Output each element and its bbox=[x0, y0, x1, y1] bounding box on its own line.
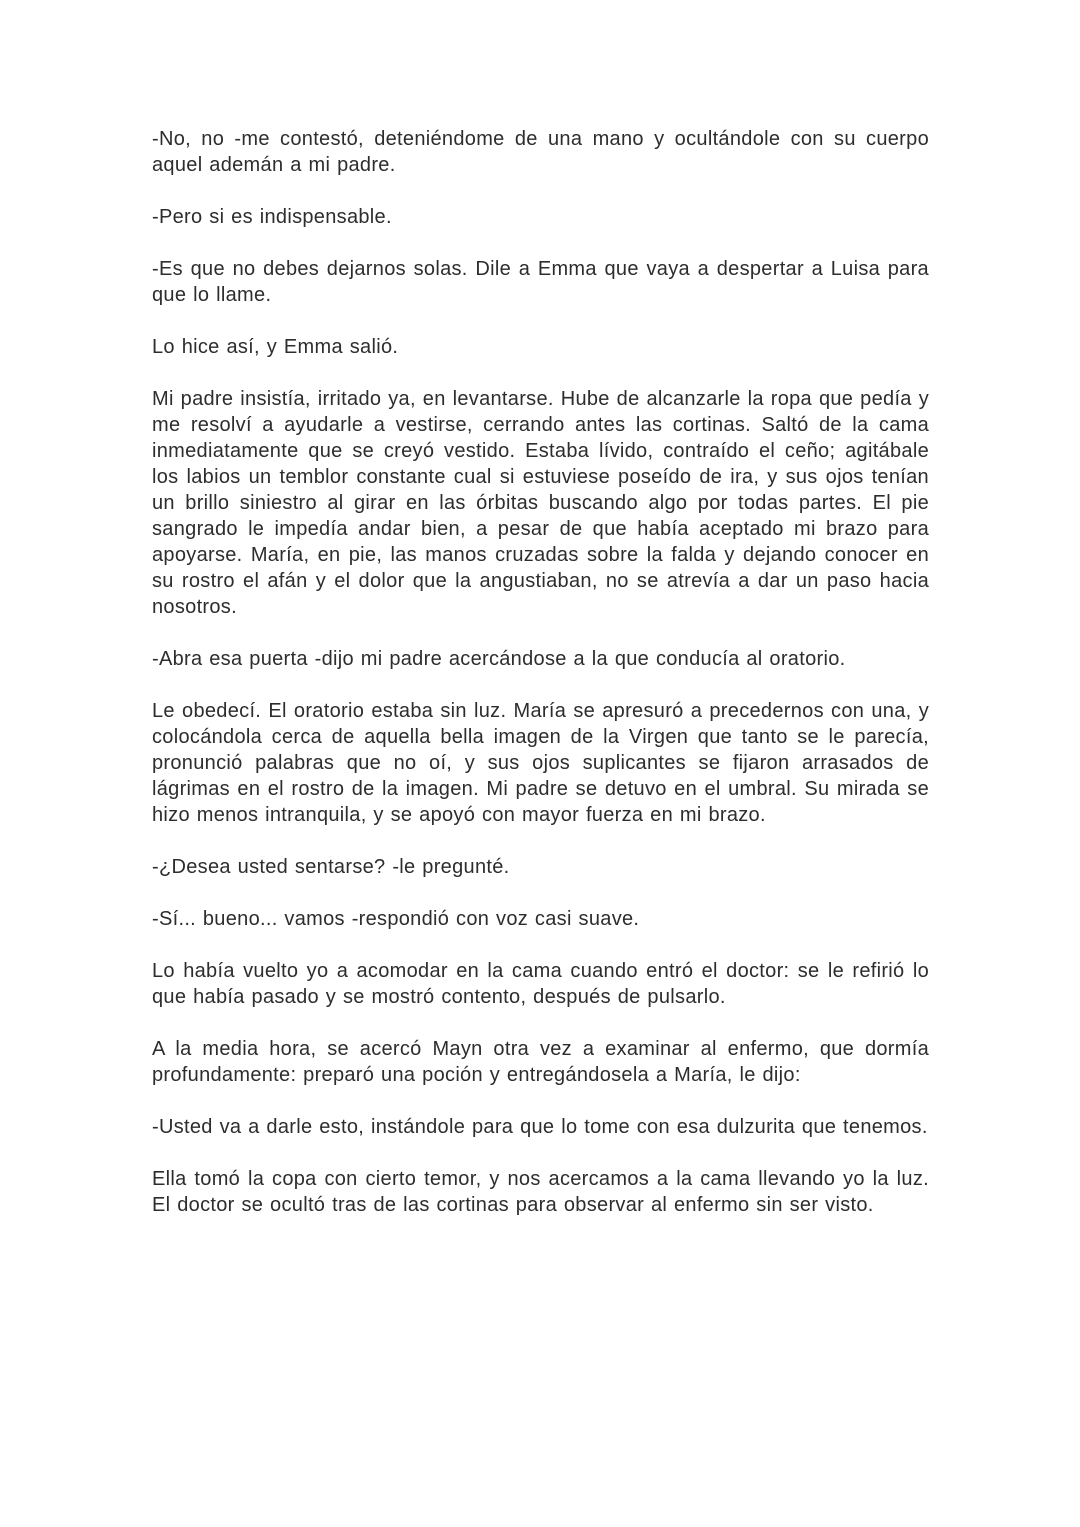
paragraph: Mi padre insistía, irritado ya, en levantarse. Hube de alcanzarle la ropa que pedía y me resolví a ayudarle a vestirse, cerrando antes las cortinas. Saltó de la cama inmediatamente que se creyó vestido. Estaba lívido, contraído el ceño; agitábale los labios un temblor constante cual si estuviese poseído de ira, y sus ojos tenían un brillo siniestro al girar en las órbitas buscando algo por todas partes. El pie sangrado le impedía andar bien, a pesar de que había aceptado mi brazo para apoyarse. María, en pie, las manos cruzadas sobre la falda y dejando conocer en su rostro el afán y el dolor que la angustiaban, no se atrevía a dar un paso hacia nosotros. bbox=[152, 388, 929, 618]
paragraph: Le obedecí. El oratorio estaba sin luz. María se apresuró a precedernos con una, y colocándola cerca de aquella bella imagen de la Virgen que tanto se le parecía, pronunció palabras que no oí, y sus ojos suplicantes se fijaron arrasados de lágrimas en el rostro de la imagen. Mi padre se detuvo en el umbral. Su mirada se hizo menos intranquila, y se apoyó con mayor fuerza en mi brazo. bbox=[152, 700, 929, 826]
paragraph: -Pero si es indispensable. bbox=[152, 206, 392, 228]
paragraph: -Es que no debes dejarnos solas. Dile a Emma que vaya a despertar a Luisa para que lo llame. bbox=[152, 258, 929, 306]
paragraph: -No, no -me contestó, deteniéndome de una mano y ocultándole con su cuerpo aquel ademán a mi padre. bbox=[152, 128, 929, 176]
paragraph: -¿Desea usted sentarse? -le pregunté. bbox=[152, 856, 510, 878]
paragraph: A la media hora, se acercó Mayn otra vez a examinar al enfermo, que dormía profundamente: preparó una poción y entregándosela a María, le dijo: bbox=[152, 1038, 929, 1086]
paragraph: Ella tomó la copa con cierto temor, y nos acercamos a la cama llevando yo la luz. El doctor se ocultó tras de las cortinas para observar al enfermo sin ser visto. bbox=[152, 1168, 929, 1216]
paragraph: Lo hice así, y Emma salió. bbox=[152, 336, 399, 358]
paragraph: -Sí... bueno... vamos -respondió con voz casi suave. bbox=[152, 908, 640, 930]
paragraph: -Abra esa puerta -dijo mi padre acercándose a la que conducía al oratorio. bbox=[152, 648, 846, 670]
paragraph: -Usted va a darle esto, instándole para que lo tome con esa dulzurita que tenemos. bbox=[152, 1116, 928, 1138]
paragraph: Lo había vuelto yo a acomodar en la cama cuando entró el doctor: se le refirió lo que había pasado y se mostró contento, después de pulsarlo. bbox=[152, 960, 929, 1008]
text-block bbox=[152, 126, 929, 1218]
